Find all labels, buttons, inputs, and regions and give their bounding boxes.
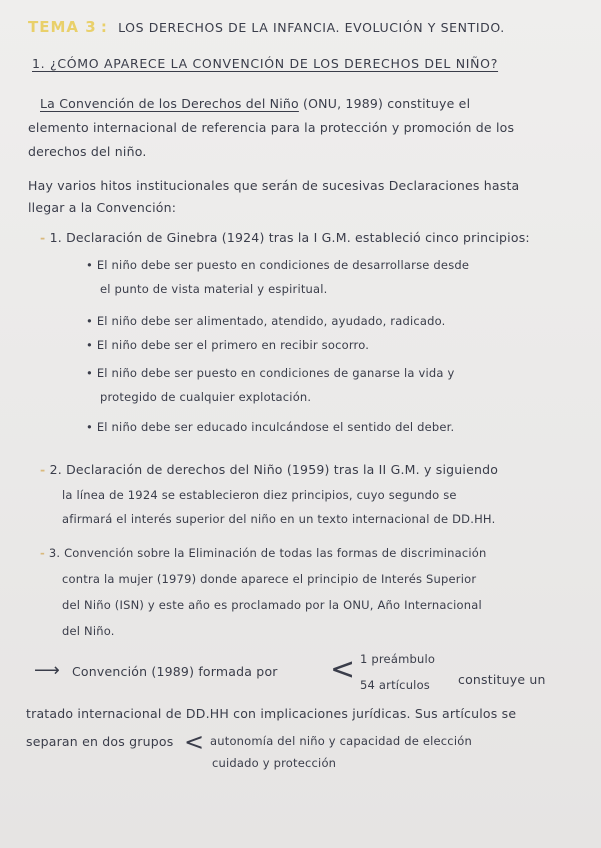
group-2: cuidado y protección [212, 756, 337, 770]
intro-line-1 [40, 96, 470, 111]
bullet-5 [86, 420, 454, 434]
convention-branch-1: 1 preámbulo [360, 652, 436, 666]
bullet-2-line-1: El niño debe ser alimentado, atendido, ayudado, radicado. [96, 314, 446, 328]
intro-line-5: llegar a la Convención: [28, 200, 177, 215]
item-2-marker: - [40, 462, 46, 477]
item-3-line-1: 3. Convención sobre la Eliminación de todas las formas de discriminación [48, 546, 487, 560]
title-text: LOS DERECHOS DE LA INFANCIA. EVOLUCIÓN Y SENTIDO. [118, 20, 505, 35]
intro-line-4: Hay varios hitos institucionales que serán de sucesivas Declaraciones hasta [28, 178, 520, 193]
bullet-3-line-1: El niño debe ser el primero en recibir socorro. [96, 338, 370, 352]
item-3-line-2: contra la mujer (1979) donde aparece el principio de Interés Superior [62, 572, 477, 586]
brace-icon: < [330, 652, 356, 687]
convention-lead [34, 660, 278, 681]
bullet-4 [86, 366, 455, 380]
bullet-3 [86, 338, 369, 352]
bullet-4-line-2: protegido de cualquier explotación. [100, 390, 312, 404]
convention-name: La Convención de los Derechos del Niño [40, 96, 299, 111]
convention-after: constituye un [458, 672, 546, 687]
page-title [28, 18, 505, 36]
bullet-dot: • [86, 258, 93, 272]
bullet-dot: • [86, 366, 93, 380]
bullet-dot: • [86, 338, 93, 352]
bullet-4-line-1: El niño debe ser puesto en condiciones de ganarse la vida y [96, 366, 455, 380]
item-1-marker: - [40, 230, 46, 245]
brace-icon-2: < [184, 728, 205, 756]
item-1-text: 1. Declaración de Ginebra (1924) tras la I G.M. estableció cinco principios: [49, 230, 530, 245]
convention-line-3: separan en dos grupos [26, 734, 174, 749]
item-2-line-2: la línea de 1924 se establecieron diez principios, cuyo segundo se [62, 488, 457, 502]
item-2-heading [40, 462, 498, 477]
intro-line-2: elemento internacional de referencia para la protección y promoción de los [28, 120, 515, 135]
bullet-1-line-2: el punto de vista material y espiritual. [100, 282, 328, 296]
bullet-dot: • [86, 420, 93, 434]
tema-colon: : [100, 18, 108, 36]
item-2-line-1: 2. Declaración de derechos del Niño (1959) tras la II G.M. y siguiendo [49, 462, 499, 477]
item-3-line-4: del Niño. [62, 624, 115, 638]
convention-line-2: tratado internacional de DD.HH con implicaciones jurídicas. Sus artículos se [26, 706, 517, 721]
tema-label: TEMA 3 [28, 18, 97, 36]
bullet-dot: • [86, 314, 93, 328]
convention-lead-text: Convención (1989) formada por [72, 664, 278, 679]
bullet-1 [86, 258, 469, 272]
group-1: autonomía del niño y capacidad de elección [210, 734, 472, 748]
bullet-5-line-1: El niño debe ser educado inculcándose el sentido del deber. [96, 420, 455, 434]
convention-branch-2: 54 artículos [360, 678, 431, 692]
item-3-marker: - [40, 546, 45, 560]
item-2-line-3: afirmará el interés superior del niño en un texto internacional de DD.HH. [62, 512, 496, 526]
arrow-icon: ⟶ [34, 660, 62, 681]
intro-line-3: derechos del niño. [28, 144, 147, 159]
item-3-line-3: del Niño (ISN) y este año es proclamado por la ONU, Año Internacional [62, 598, 482, 612]
item-1-heading [40, 230, 530, 245]
bullet-1-line-1: El niño debe ser puesto en condiciones de desarrollarse desde [96, 258, 470, 272]
intro-line-1-rest: (ONU, 1989) constituye el [298, 96, 471, 111]
bullet-2 [86, 314, 446, 328]
section-heading: 1. ¿CÓMO APARECE LA CONVENCIÓN DE LOS DERECHOS DEL NIÑO? [32, 56, 499, 71]
item-3-heading [40, 546, 487, 560]
